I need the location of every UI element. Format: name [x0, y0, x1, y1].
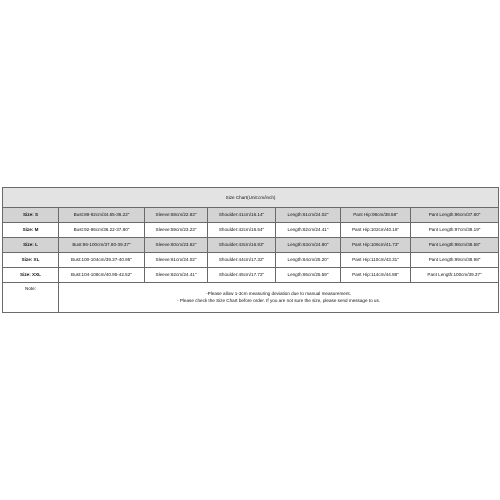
sleeve-cell: Sleeve:60cm/23.62" [145, 238, 208, 253]
note-row [3, 283, 499, 313]
note-line: -Please allow 1-3cm measuring deviation due to manual measurement. [206, 291, 351, 297]
table-row-m [3, 223, 499, 238]
pant-hip-cell: Pant Hip:102cm/40.16" [341, 223, 411, 238]
size-cell: Size: XXL [3, 268, 59, 283]
length-cell: Length:63cm/24.80" [276, 238, 341, 253]
pant-hip-cell: Pant Hip:114cm/44.88" [341, 268, 411, 283]
sleeve-cell: Sleeve:59cm/23.23" [145, 223, 208, 238]
size-cell: Size: S [3, 208, 59, 223]
pant-hip-cell: Pant Hip:98cm/38.58" [341, 208, 411, 223]
sleeve-cell: Sleeve:62cm/24.41" [145, 268, 208, 283]
pant-hip-cell: Pant Hip:106cm/41.73" [341, 238, 411, 253]
table-row-xl [3, 253, 499, 268]
pant-length-cell: Pant Length:99cm/38.98" [411, 253, 499, 268]
shoulder-cell: Shoulder:44cm/17.32" [208, 253, 276, 268]
pant-length-cell: Pant Length:98cm/38.58" [411, 238, 499, 253]
pant-length-cell: Pant Length:96cm/37.80" [411, 208, 499, 223]
table-title-row [3, 188, 499, 208]
table-row-xxl [3, 268, 499, 283]
length-cell: Length:64cm/25.20" [276, 253, 341, 268]
length-cell: Length:65cm/25.59" [276, 268, 341, 283]
table-row-s [3, 208, 499, 223]
bust-cell: Bust:96-100cm/37.80-39.37" [59, 238, 145, 253]
sleeve-cell: Sleeve:61cm/24.02" [145, 253, 208, 268]
size-chart-table [2, 187, 499, 313]
note-label: Note: [3, 283, 59, 313]
size-cell: Size: XL [3, 253, 59, 268]
shoulder-cell: Shoulder:41cm/16.14" [208, 208, 276, 223]
pant-length-cell: Pant Length:97cm/38.19" [411, 223, 499, 238]
bust-cell: Bust:92-96cm/36.22-37.80" [59, 223, 145, 238]
bust-cell: Bust:100-104cm/39.37-40.95" [59, 253, 145, 268]
pant-hip-cell: Pant Hip:110cm/43.31" [341, 253, 411, 268]
table-title: Size Chart(Unit:cm/inch) [3, 188, 499, 208]
pant-length-cell: Pant Length:100cm/39.37" [411, 268, 499, 283]
bust-cell: Bust:104-108cm/40.95-42.52" [59, 268, 145, 283]
note-line: - Please check the Size Chart before order. If you are not sure the size, please send message to us. [177, 297, 381, 303]
size-cell: Size: L [3, 238, 59, 253]
length-cell: Length:62cm/24.41" [276, 223, 341, 238]
bust-cell: Bust:88-92cm/34.65-36.22" [59, 208, 145, 223]
table-row-l [3, 238, 499, 253]
sleeve-cell: Sleeve:58cm/22.83" [145, 208, 208, 223]
shoulder-cell: Shoulder:43cm/16.93" [208, 238, 276, 253]
note-content [59, 283, 499, 313]
shoulder-cell: Shoulder:45cm/17.72" [208, 268, 276, 283]
size-cell: Size: M [3, 223, 59, 238]
length-cell: Length:61cm/24.02" [276, 208, 341, 223]
shoulder-cell: Shoulder:42cm/16.54" [208, 223, 276, 238]
